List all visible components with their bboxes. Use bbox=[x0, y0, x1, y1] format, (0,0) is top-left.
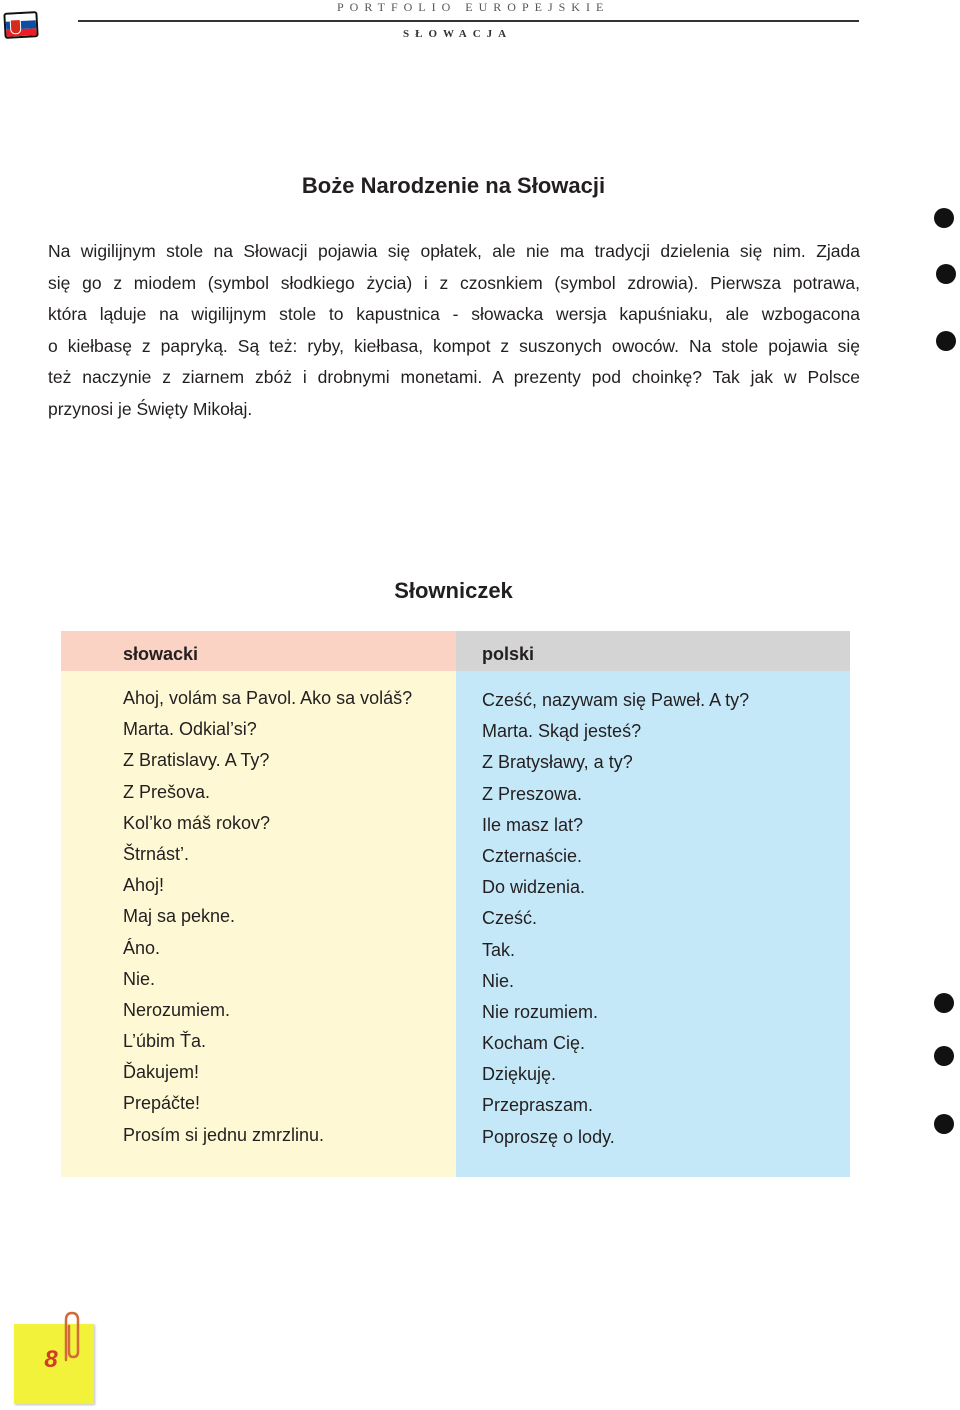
phrase-row: Marta. Skąd jesteś? bbox=[482, 721, 642, 742]
dictionary-table bbox=[61, 631, 850, 1177]
phrase-row: Z Bratysławy, a ty? bbox=[482, 752, 633, 773]
phrase-row: Prepáčte! bbox=[123, 1093, 201, 1114]
intro-line: przynosi je Święty Mikołaj. bbox=[48, 398, 253, 419]
page-number: 8 bbox=[44, 1346, 58, 1373]
phrase-row: Do widzenia. bbox=[482, 877, 586, 898]
slovak-phrases bbox=[61, 671, 456, 1151]
phrase-row: Marta. Odkial’si? bbox=[123, 719, 257, 740]
phrase-row: Maj sa pekne. bbox=[123, 906, 236, 927]
paperclip-icon bbox=[58, 1310, 86, 1364]
phrase-row: Nerozumiem. bbox=[123, 999, 231, 1020]
phrase-row: Áno. bbox=[123, 937, 161, 958]
phrase-row: Z Bratislavy. A Ty? bbox=[123, 750, 270, 771]
intro-line: która ląduje na wigilijnym stole to kapustnica - słowacka wersja kapuśniaku, ale wzbogacona bbox=[48, 304, 860, 324]
binder-hole-icon bbox=[936, 331, 956, 351]
phrase-row: Nie rozumiem. bbox=[482, 1001, 599, 1022]
dictionary-title: Słowniczek bbox=[394, 578, 513, 603]
phrase-row: Przepraszam. bbox=[482, 1095, 594, 1116]
intro-line: też naczynie z ziarnem zbóż i drobnymi monetami. A prezenty pod choinkę? Tak jak w Polsce bbox=[48, 367, 860, 387]
slovak-column bbox=[61, 631, 456, 1177]
page-title: Boże Narodzenie na Słowacji bbox=[301, 173, 606, 198]
phrase-row: Nie. bbox=[123, 968, 156, 989]
phrase-row: Ahoj! bbox=[123, 875, 165, 896]
phrase-row: Tak. bbox=[482, 939, 516, 960]
polish-phrases bbox=[456, 671, 850, 1153]
phrase-row: Poproszę o lody. bbox=[482, 1126, 615, 1147]
country-header: SŁOWACJA bbox=[403, 28, 513, 40]
header-rule bbox=[78, 20, 859, 22]
intro-line: się go z miodem (symbol słodkiego życia) i z czosnkiem (symbol zdrowia). Pierwsza potrawa, bbox=[48, 272, 860, 293]
binder-hole-icon bbox=[934, 1046, 954, 1066]
intro-paragraph bbox=[48, 236, 860, 425]
phrase-row: L’úbim Ťa. bbox=[123, 1031, 207, 1052]
polish-column bbox=[456, 631, 850, 1177]
phrase-row: Prosím si jednu zmrzlinu. bbox=[123, 1124, 325, 1145]
intro-line: Na wigilijnym stole na Słowacji pojawia się opłatek, ale nie ma tradycji dzielenia się nim. Zjada bbox=[48, 241, 860, 261]
phrase-row: Cześć. bbox=[482, 908, 538, 929]
binder-hole-icon bbox=[934, 208, 954, 228]
portfolio-header: PORTFOLIO EUROPEJSKIE bbox=[337, 0, 610, 14]
phrase-row: Ahoj, volám sa Pavol. Ako sa voláš? bbox=[123, 688, 413, 708]
intro-line: o kiełbasę z papryką. Są też: ryby, kiełbasa, kompot z suszonych owoców. Na stole pojawia się bbox=[48, 335, 860, 356]
phrase-row: Kocham Cię. bbox=[482, 1033, 586, 1054]
phrase-row: Dziękuję. bbox=[482, 1064, 557, 1085]
binder-hole-icon bbox=[934, 1114, 954, 1134]
phrase-row: Kol’ko máš rokov? bbox=[123, 812, 271, 833]
phrase-row: Ďakujem! bbox=[123, 1062, 200, 1083]
polish-column-header: polski bbox=[456, 631, 850, 671]
phrase-row: Nie. bbox=[482, 970, 515, 991]
binder-hole-icon bbox=[934, 993, 954, 1013]
slovak-column-header: słowacki bbox=[61, 631, 456, 671]
phrase-row: Z Preszowa. bbox=[482, 783, 583, 804]
phrase-row: Czternaście. bbox=[482, 845, 583, 866]
phrase-row: Cześć, nazywam się Paweł. A ty? bbox=[482, 690, 750, 710]
phrase-row: Z Prešova. bbox=[123, 781, 211, 802]
binder-hole-icon bbox=[936, 264, 956, 284]
slovak-flag-icon bbox=[3, 11, 38, 39]
phrase-row: Ile masz lat? bbox=[482, 814, 584, 835]
phrase-row: Štrnást’. bbox=[123, 843, 190, 864]
